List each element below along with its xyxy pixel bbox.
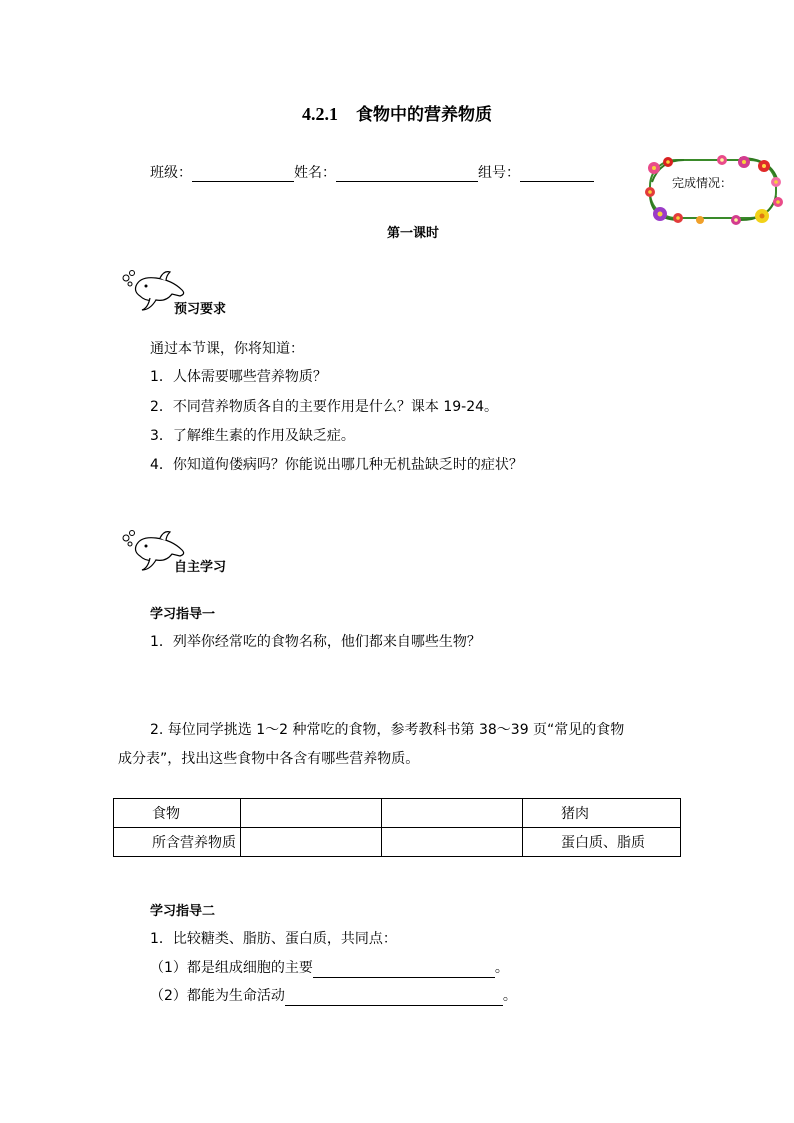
sub1-blank[interactable]	[313, 961, 495, 978]
page-title	[0, 100, 794, 125]
table-cell: 猪肉	[523, 799, 681, 828]
preview-intro: 通过本节课，你将知道：	[150, 341, 304, 357]
self-study-heading: 自主学习	[174, 560, 227, 575]
sub2-prefix: （2）都能为生命活动	[150, 988, 285, 1004]
table-cell-blank[interactable]	[381, 828, 522, 857]
group-blank[interactable]	[520, 165, 594, 182]
sub1-prefix: （1）都是组成细胞的主要	[150, 960, 313, 976]
guide2-sub1	[150, 958, 509, 978]
guide1-question2-line1: 2. 每位同学挑选 1～2 种常吃的食物，参考教科书第 38～39 页“常见的食物	[150, 722, 625, 738]
completion-badge	[640, 152, 786, 228]
table-cell: 所含营养物质	[114, 828, 241, 857]
preview-heading: 预习要求	[174, 302, 227, 317]
section-number: 4.2.1	[302, 104, 338, 124]
title-text: 食物中的营养物质	[356, 105, 492, 125]
table-row	[114, 799, 681, 828]
sub2-blank[interactable]	[285, 989, 503, 1006]
completion-label: 完成情况：	[672, 176, 733, 190]
table-cell-blank[interactable]	[381, 799, 522, 828]
guide2-title: 学习指导二	[150, 904, 216, 919]
class-label: 班级：	[150, 165, 192, 181]
sub2-suffix: 。	[502, 988, 517, 1004]
table-cell: 蛋白质、脂质	[523, 828, 681, 857]
table-row	[114, 828, 681, 857]
guide2-question1: 1．比较糖类、脂肪、蛋白质，共同点：	[150, 931, 397, 947]
class-blank[interactable]	[192, 165, 294, 182]
preview-item: 3．了解维生素的作用及缺乏症。	[150, 428, 355, 444]
guide1-title: 学习指导一	[150, 607, 216, 622]
guide1-question1: 1．列举你经常吃的食物名称，他们都来自哪些生物？	[150, 634, 481, 650]
food-nutrient-table	[113, 798, 681, 857]
guide1-question2-line2: 成分表”，找出这些食物中各含有哪些营养物质。	[118, 751, 420, 767]
group-label: 组号：	[478, 165, 520, 181]
preview-item: 1．人体需要哪些营养物质？	[150, 369, 327, 385]
lesson-label: 第一课时	[386, 226, 439, 241]
preview-item: 2．不同营养物质各自的主要作用是什么？课本 19-24。	[150, 399, 499, 415]
sub1-suffix: 。	[494, 960, 509, 976]
student-info-row	[150, 162, 594, 182]
name-label: 姓名：	[294, 165, 336, 181]
table-cell-blank[interactable]	[240, 799, 381, 828]
guide2-sub2	[150, 986, 517, 1006]
table-cell-blank[interactable]	[240, 828, 381, 857]
preview-item: 4．你知道佝偻病吗？你能说出哪几种无机盐缺乏时的症状？	[150, 457, 523, 473]
name-blank[interactable]	[336, 165, 478, 182]
table-cell: 食物	[114, 799, 241, 828]
